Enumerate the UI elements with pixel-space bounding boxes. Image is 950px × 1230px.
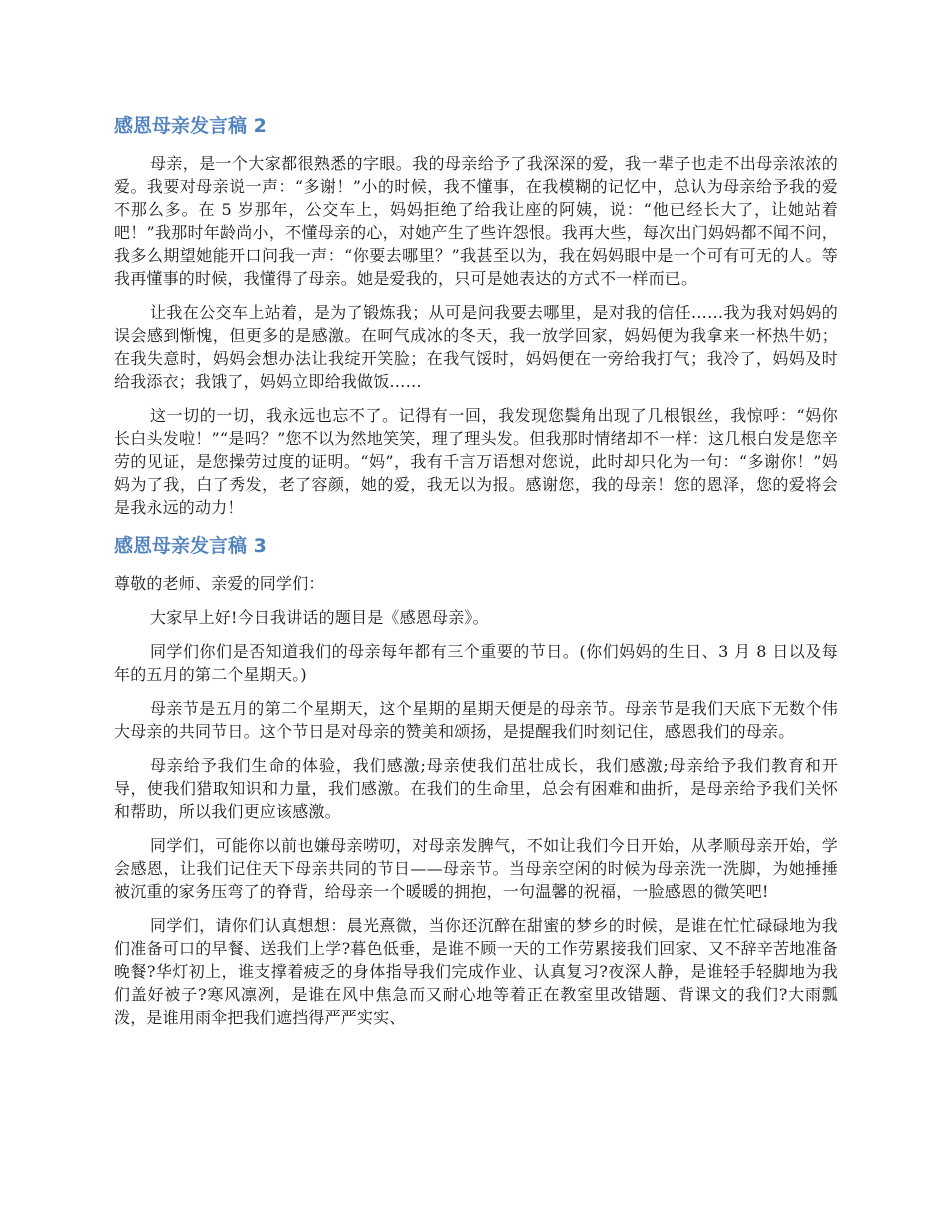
section-2-paragraph: 母亲，是一个大家都很熟悉的字眼。我的母亲给予了我深深的爱，我一辈子也走不出母亲浓浓的爱。我要对母亲说一声：“多谢！”小的时候，我不懂事，在我模糊的记忆中，总认为母亲给予我的爱不那么多。在 5 岁那年，公交车上，妈妈拒绝了给我让座的阿姨，说：“他已经长大了，让她站着吧！”我那时年龄尚小，不懂母亲的心，对她产生了些许怨恨。我再大些，每次出门妈妈都不闻不问，我多么期望她能开口问我一声：“你要去哪里？”我甚至以为，我在妈妈眼中是一个可有可无的人。等我再懂事的时候，我懂得了母亲。她是爱我的，只可是她表达的方式不一样而已。 (114, 154, 838, 288)
section-3-paragraph: 同学们，可能你以前也嫌母亲唠叨，对母亲发脾气，不如让我们今日开始，从孝顺母亲开始，学会感恩，让我们记住天下母亲共同的节日——母亲节。当母亲空闲的时候为母亲洗一洗脚，为她捶捶被沉重的家务压弯了的脊背，给母亲一个暖暖的拥抱，一句温馨的祝福，一脸感恩的微笑吧! (114, 836, 838, 901)
section-3-salutation: 尊敬的老师、亲爱的同学们： (114, 574, 325, 593)
section-3-paragraph: 大家早上好!今日我讲话的题目是《感恩母亲》。 (150, 608, 489, 627)
section-3-paragraph: 同学们你们是否知道我们的母亲每年都有三个重要的节日。(你们妈妈的生日、3 月 8 日以及每年的五月的第二个星期天。) (114, 642, 838, 684)
section-2-title: 感恩母亲发言稿 2 (114, 115, 267, 137)
section-3-paragraph: 母亲节是五月的第二个星期天，这个星期的星期天便是的母亲节。母亲节是我们天底下无数个伟大母亲的共同节日。这个节日是对母亲的赞美和颂扬，是提醒我们时刻记住，感恩我们的母亲。 (114, 699, 838, 741)
section-3-paragraph: 母亲给予我们生命的体验，我们感激;母亲使我们茁壮成长，我们感激;母亲给予我们教育和开导，使我们猎取知识和力量，我们感激。在我们的生命里，总会有困难和曲折，是母亲给予我们关怀和帮助，所以我们更应该感激。 (114, 756, 838, 821)
section-2-paragraph: 让我在公交车上站着，是为了锻炼我；从可是问我要去哪里，是对我的信任……我为我对妈妈的误会感到惭愧，但更多的是感激。在呵气成冰的冬天，我一放学回家，妈妈便为我拿来一杯热牛奶；在我失意时，妈妈会想办法让我绽开笑脸；在我气馁时，妈妈便在一旁给我打气；我冷了，妈妈及时给我添衣；我饿了，妈妈立即给我做饭…… (114, 303, 838, 391)
section-3-paragraph: 同学们，请你们认真想想：晨光熹微，当你还沉醉在甜蜜的梦乡的时候，是谁在忙忙碌碌地为我们准备可口的早餐、送我们上学?暮色低垂，是谁不顾一天的工作劳累接我们回家、又不辞辛苦地准备晚餐?华灯初上，谁支撑着疲乏的身体指导我们完成作业、认真复习?夜深人静，是谁轻手轻脚地为我们盖好被子?寒风凛冽，是谁在风中焦急而又耐心地等着正在教室里改错题、背课文的我们?大雨瓢泼，是谁用雨伞把我们遮挡得严严实实、 (114, 916, 838, 1027)
section-2-paragraph: 这一切的一切，我永远也忘不了。记得有一回，我发现您鬓角出现了几根银丝，我惊呼：“妈你长白头发啦！”“是吗？”您不以为然地笑笑，理了理头发。但我那时情绪却不一样：这几根白发是您辛劳的见证，是您操劳过度的证明。“妈”，我有千言万语想对您说，此时却只化为一句：“多谢你！”妈妈为了我，白了秀发，老了容颜，她的爱，我无以为报。感谢您，我的母亲！您的恩泽，您的爱将会是我永远的动力！ (114, 406, 838, 517)
section-3-title: 感恩母亲发言稿 3 (114, 535, 267, 557)
document-page (114, 112, 838, 1040)
